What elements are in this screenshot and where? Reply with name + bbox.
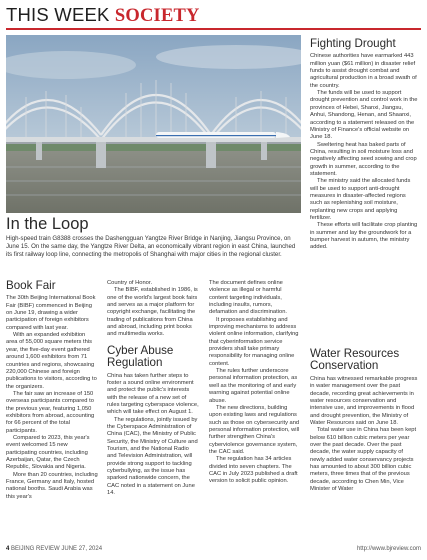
website-url: http://www.bjreview.com bbox=[356, 546, 421, 552]
page-footer bbox=[6, 546, 421, 552]
water-heading: Water Resources Conservation bbox=[310, 347, 400, 373]
book-fair-paragraph: The BIBF, established in 1986, is one of the world's largest book fairs and serves as a major platform for copyright exchange, facilitating the trading of publications from China and abroad, including print books and multimedia works. bbox=[107, 287, 198, 338]
drought-paragraph: Chinese authorities have earmarked 443 million yuan ($61 million) in disaster relief funds to assist drought combat and agricultural production in a broad swath of the country. bbox=[310, 53, 417, 89]
issue-info: BEIJING REVIEW JUNE 27, 2024 bbox=[11, 546, 103, 552]
book-fair-article bbox=[6, 280, 98, 501]
cyber-paragraph: China has taken further steps to foster a sound online environment and protect the public's interests with the release of a new set of rules targeting cyberspace violence, which will take effect on August 1. bbox=[107, 372, 199, 416]
feature-title: In the Loop bbox=[6, 215, 89, 233]
book-fair-paragraph: The 30th Beijing International Book Fair (BIBF) commenced in Beijing on June 19, drawing a wider participation of foreign exhibitors compared with last year. bbox=[6, 295, 96, 331]
drought-paragraph: The funds will be used to support drought prevention and control work in the provinces of Hebei, Shanxi, Jiangsu, Anhui, Shandong, Henan, and Shaanxi, according to a statement released on the Ministry of Finance's official website on June 18. bbox=[310, 90, 418, 141]
cyber-paragraph: The regulations, jointly issued by the Cyberspace Administration of China (CAC), the Ministry of Public Security, the Ministry of Culture and Tourism, and the National Radio and Television Administration, will provide strong support to tackling cyberbullying, as the issue has sparked nationwide concern, the CAC noted in a statement on June 14. bbox=[107, 416, 198, 497]
book-fair-paragraph: The fair saw an increase of 150 overseas participants compared to the previous year, featuring 1,050 exhibitors from abroad, accounting for 66 percent of the total participants. bbox=[6, 390, 95, 434]
cyber-paragraph: The document defines online violence as illegal or harmful content targeting individuals, including insults, rumors, defamation and discrimination. bbox=[209, 280, 287, 316]
book-fair-heading: Book Fair bbox=[6, 279, 56, 292]
water-paragraph: China has witnessed remarkable progress in water management over the past decade, recording great achievements in water resources conservation and intensive use, and improvements in flood and drought prevention, the Ministry of Water Resources said on June 18. bbox=[310, 375, 418, 426]
drought-article bbox=[310, 38, 418, 252]
drought-paragraph: These efforts will facilitate crop planting in summer and lay the groundwork for a bumper harvest in autumn, the ministry added. bbox=[310, 222, 418, 251]
book-fair-continued: Country of Honor. bbox=[107, 280, 153, 286]
header-society: SOCIETY bbox=[114, 6, 200, 26]
column-c bbox=[209, 280, 301, 486]
water-article bbox=[310, 348, 418, 493]
book-fair-paragraph: Compared to 2023, this year's event welcomed 15 new participating countries, including Azerbaijan, Qatar, the Czech Republic, Slovakia and Nigeria. bbox=[6, 434, 90, 471]
cyber-paragraph: The regulation has 34 articles divided into seven chapters. The CAC in July 2023 published a draft version to solicit public opinion. bbox=[209, 456, 298, 485]
column-b bbox=[107, 280, 199, 497]
section-header bbox=[6, 4, 200, 27]
book-fair-paragraph: More than 20 countries, including France, Germany and Italy, hosted national booths. Saudi Arabia was this year's bbox=[6, 471, 98, 500]
drought-paragraph: Sweltering heat has baked parts of China, resulting in soil moisture loss and negatively affecting seed sowing and crop growth in summer, according to the statement. bbox=[310, 141, 417, 177]
cyber-paragraph: It proposes establishing and improving mechanisms to address violent online information, clarifying that cyberinformation service providers shall take primary responsibility for managing online content. bbox=[209, 316, 299, 367]
feature-caption: High-speed train G8388 crosses the Dashengguan Yangtze River Bridge in Nanjing, Jiangsu Province, on June 15. On the same day, the Yangtze River Delta, an economically vibrant region in east China, launched its first railway loop line, connecting the metropolis of Shanghai with major cities in the regional cluster. bbox=[6, 235, 296, 259]
drought-paragraph: The ministry said the allocated funds will be used to support anti-drought measures in disaster-affected regions such as replenishing soil moisture, replanting new crops and applying fertilizer. bbox=[310, 178, 411, 221]
drought-heading: Fighting Drought bbox=[310, 37, 396, 50]
header-this-week: THIS WEEK bbox=[6, 4, 110, 25]
header-rule bbox=[6, 28, 421, 30]
bridge-photo bbox=[6, 35, 301, 213]
book-fair-paragraph: With an expanded exhibition area of 55,000 square meters this year, the five-day event gathered around 1,600 exhibitors from 71 countries and regions, showcasing 220,000 Chinese and foreign publications to visitors, according to the organizers. bbox=[6, 332, 97, 390]
cyber-heading: Cyber Abuse Regulation bbox=[107, 343, 174, 370]
cyber-paragraph: The rules further underscore personal information protection, as well as the monitoring of and early warning against potential online abuse. bbox=[209, 368, 298, 404]
water-paragraph: Total water use in China has been kept below 610 billion cubic meters per year over the past decade. Over the past decade, the water supply capacity of newly added water conservancy projects has amounted to about 300 billion cubic meters, three times that of the previous decade, according to Chen Min, Vice Minister of Water bbox=[310, 427, 417, 492]
cyber-paragraph: The new directions, building upon existing laws and regulations such as those on cybersecurity and personal information protection, will further strengthen China's cyberviolence governance system, the CAC said. bbox=[209, 404, 300, 455]
page-number: 4 bbox=[6, 546, 10, 552]
